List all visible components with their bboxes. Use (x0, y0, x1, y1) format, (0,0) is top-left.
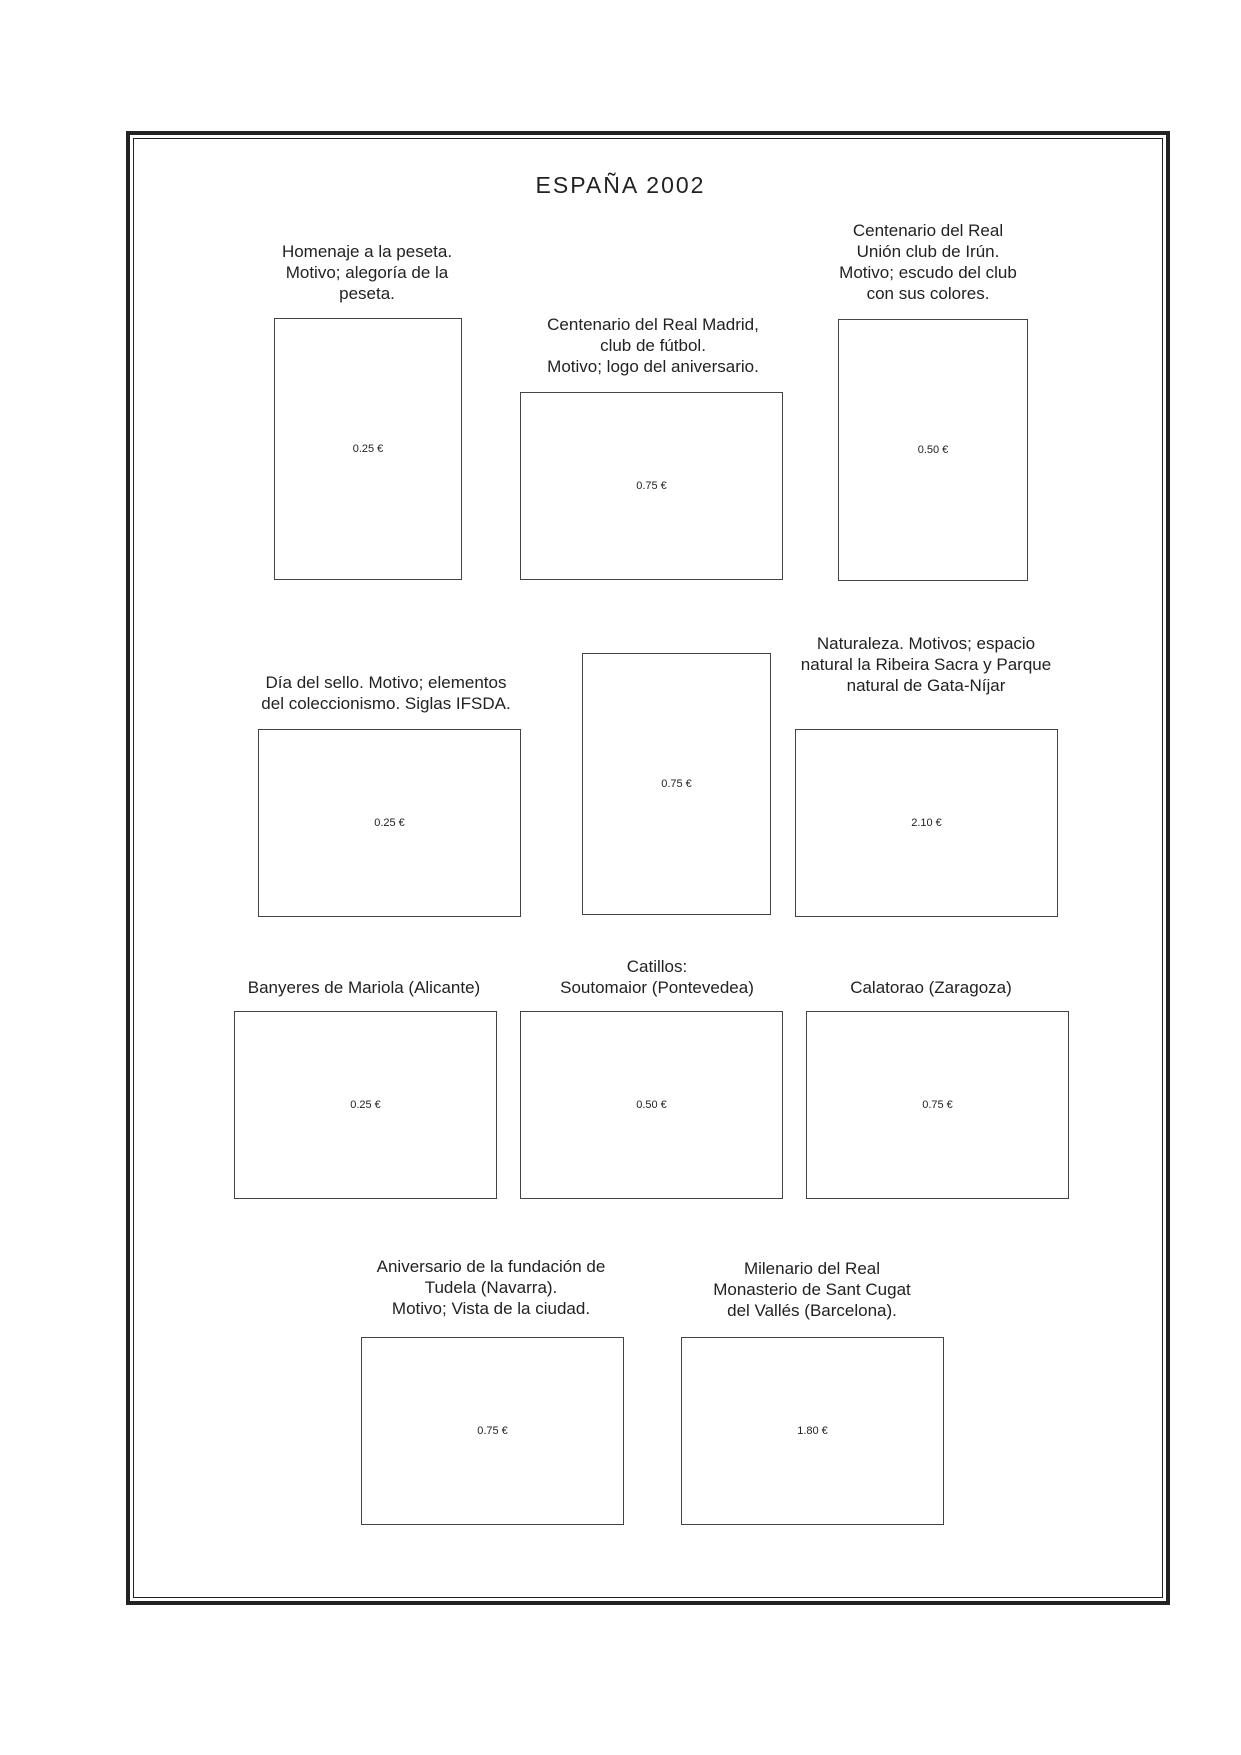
stamp-value: 1.80 € (797, 1425, 828, 1437)
stamp-slot-tudela (361, 1337, 624, 1525)
stamp-slot-peseta (274, 318, 462, 580)
stamp-caption-real-union-irun: Centenario del Real Unión club de Irún. Motivo; escudo del club con sus colores. (839, 221, 1017, 303)
stamp-value: 0.75 € (922, 1099, 953, 1111)
stamp-caption-soutomaior: Catillos: Soutomaior (Pontevedea) (560, 957, 754, 997)
stamp-slot-dia-del-sello (258, 729, 521, 917)
stamp-slot-sant-cugat (681, 1337, 944, 1525)
stamp-caption-sant-cugat: Milenario del Real Monasterio de Sant Cugat del Vallés (Barcelona). (713, 1259, 911, 1320)
stamp-slot-naturaleza (795, 729, 1058, 917)
stamp-slot-banyeres (234, 1011, 497, 1199)
stamp-caption-naturaleza: Naturaleza. Motivos; espacio natural la Ribeira Sacra y Parque natural de Gata-Níjar (800, 634, 1052, 695)
stamp-slot-calatorao (806, 1011, 1069, 1199)
stamp-value: 0.25 € (374, 817, 405, 829)
stamp-caption-calatorao: Calatorao (Zaragoza) (850, 978, 1012, 997)
stamp-caption-tudela: Aniversario de la fundación de Tudela (Navarra). Motivo; Vista de la ciudad. (376, 1257, 606, 1318)
stamp-value: 0.75 € (636, 480, 667, 492)
stamp-slot-dia-del-sello-2 (582, 653, 771, 915)
page-title: ESPAÑA 2002 (535, 172, 706, 198)
stamp-slot-real-madrid (520, 392, 783, 580)
stamp-value: 0.25 € (352, 443, 384, 455)
stamp-value: 0.50 € (636, 1099, 667, 1111)
stamp-slot-soutomaior (520, 1011, 783, 1199)
stamp-caption-banyeres: Banyeres de Mariola (Alicante) (247, 978, 481, 997)
stamp-caption-dia-del-sello: Día del sello. Motivo; elementos del coleccionismo. Siglas IFSDA. (261, 673, 511, 713)
stamp-slot-real-union-irun (838, 319, 1028, 581)
stamp-caption-real-madrid: Centenario del Real Madrid, club de fútbol. Motivo; logo del aniversario. (547, 315, 759, 376)
stamp-caption-peseta: Homenaje a la peseta. Motivo; alegoría de la peseta. (281, 242, 453, 303)
stamp-value: 0.25 € (350, 1099, 381, 1111)
stamp-value: 0.50 € (917, 444, 949, 456)
stamp-value: 0.75 € (477, 1425, 508, 1437)
stamp-value: 0.75 € (661, 778, 692, 790)
stamp-value: 2.10 € (911, 817, 942, 829)
